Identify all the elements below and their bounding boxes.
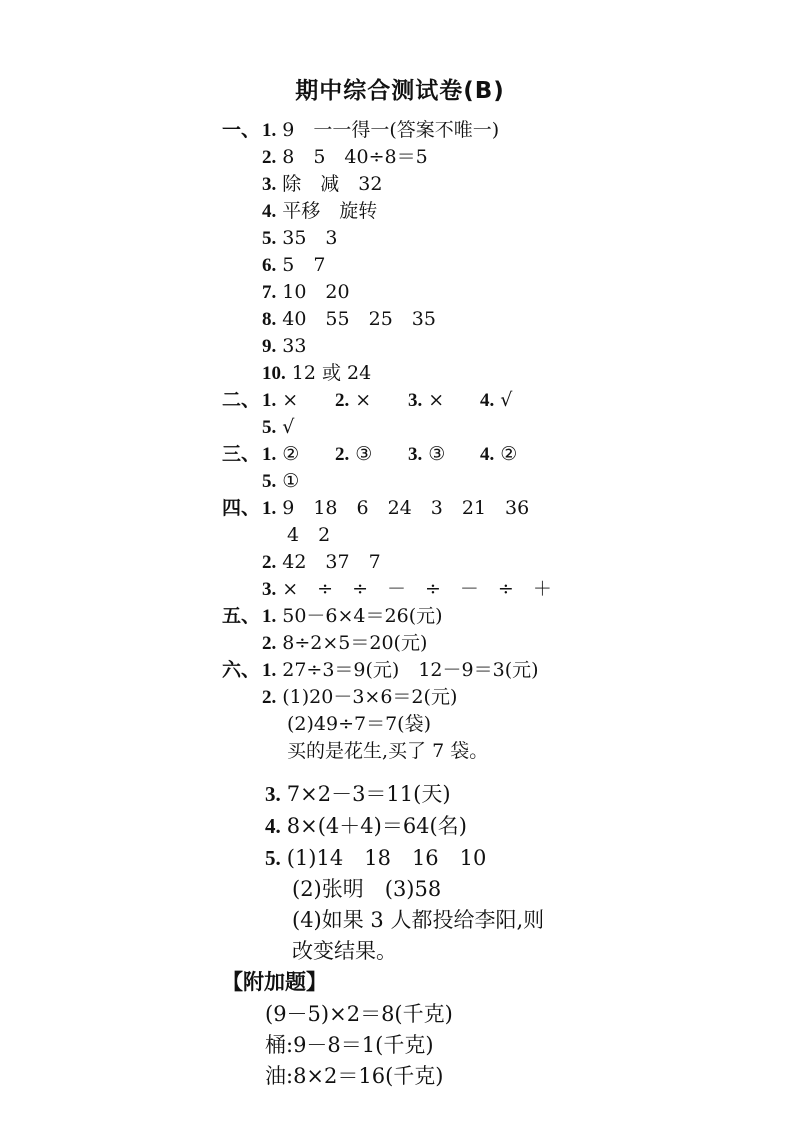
answer-text: 35 3: [282, 227, 338, 249]
item-number: 5.: [262, 471, 277, 492]
answer-1-8: [262, 307, 436, 332]
answer-3-2: [335, 442, 372, 467]
item-number: 3.: [408, 444, 423, 465]
answer-text: 40 55 25 35: [282, 308, 436, 330]
bonus-line-2: 桶:9－8＝1(千克): [265, 1033, 434, 1057]
item-number: 2.: [262, 687, 277, 708]
item-number: 7.: [262, 282, 277, 303]
answer-text: √: [500, 389, 513, 411]
answer-6-2: [262, 685, 457, 710]
answer-6-4: [265, 812, 467, 840]
answer-1-10: [262, 361, 371, 386]
item-number: 2.: [262, 147, 277, 168]
section-6-label: 六、: [222, 659, 261, 681]
answer-1-7: [262, 280, 350, 305]
answer-text: (1)20－3×6＝2(元): [282, 686, 458, 708]
item-number: 3.: [262, 174, 277, 195]
answer-6-5-cont-2: (4)如果 3 人都投给李阳,则: [292, 908, 545, 932]
item-number: 1.: [262, 444, 277, 465]
bonus-line-1: (9－5)×2＝8(千克): [265, 1002, 453, 1026]
item-number: 3.: [262, 579, 277, 600]
item-number: 5.: [265, 846, 281, 870]
answer-text: ②: [500, 443, 518, 465]
item-number: 1.: [262, 660, 277, 681]
answer-3-5: [262, 469, 299, 494]
answer-text: ×: [282, 389, 299, 411]
answer-4-1: [262, 496, 529, 521]
answer-2-2: [335, 388, 371, 413]
answer-text: 27÷3＝9(元) 12－9＝3(元): [282, 659, 539, 681]
section-4-label: 四、: [222, 497, 261, 519]
answer-6-5-cont-1: (2)张明 (3)58: [292, 877, 442, 901]
item-number: 10.: [262, 363, 286, 384]
answer-text: 除 减 32: [282, 173, 383, 195]
answer-2-1: [262, 388, 298, 413]
item-number: 6.: [262, 255, 277, 276]
item-number: 8.: [262, 309, 277, 330]
section-5-label: 五、: [222, 605, 261, 627]
item-number: 4.: [262, 201, 277, 222]
answer-1-5: [262, 226, 338, 251]
answer-text: (1)14 18 16 10: [286, 846, 487, 870]
answer-1-2: [262, 145, 428, 170]
answer-6-2-cont-2: 买的是花生,买了 7 袋。: [287, 740, 489, 762]
answer-text: 8÷2×5＝20(元): [282, 632, 428, 654]
answer-text: 5 7: [282, 254, 326, 276]
answer-text: ×: [428, 389, 445, 411]
answer-text: 7×2－3＝11(天): [286, 782, 451, 806]
answer-text: ③: [355, 443, 373, 465]
item-number: 1.: [262, 498, 277, 519]
answer-6-5-cont-3: 改变结果。: [292, 939, 397, 963]
item-number: 4.: [265, 814, 281, 838]
answer-1-9: [262, 334, 306, 359]
item-number: 2.: [335, 390, 350, 411]
answer-text: ②: [282, 443, 300, 465]
item-number: 2.: [335, 444, 350, 465]
item-number: 1.: [262, 606, 277, 627]
answer-text: √: [282, 416, 295, 438]
item-number: 9.: [262, 336, 277, 357]
answer-text: 9 18 6 24 3 21 36: [282, 497, 530, 519]
answer-text: ①: [282, 470, 300, 492]
answer-text: 8 5 40÷8＝5: [282, 146, 428, 168]
item-number: 5.: [262, 417, 277, 438]
answer-3-4: [480, 442, 517, 467]
page-title: 期中综合测试卷(B): [295, 78, 505, 104]
answer-2-5: [262, 415, 294, 440]
section-3-label: 三、: [222, 443, 261, 465]
item-number: 4.: [480, 444, 495, 465]
answer-text: 10 20: [282, 281, 350, 303]
answer-text: 平移 旋转: [282, 200, 378, 222]
answer-6-1: [262, 658, 539, 683]
item-number: 4.: [480, 390, 495, 411]
answer-4-1-cont: 4 2: [287, 524, 331, 546]
answer-2-3: [408, 388, 444, 413]
answer-1-3: [262, 172, 382, 197]
answer-5-2: [262, 631, 427, 656]
answer-text: 33: [282, 335, 307, 357]
answer-5-1: [262, 604, 443, 629]
answer-6-2-cont-1: (2)49÷7＝7(袋): [287, 713, 432, 735]
section-1-label: 一、: [222, 119, 261, 141]
bonus-line-3: 油:8×2＝16(千克): [265, 1064, 444, 1088]
answer-6-3: [265, 780, 451, 808]
answer-text: 50－6×4＝26(元): [282, 605, 443, 627]
answer-text: 8×(4＋4)＝64(名): [286, 814, 467, 838]
answer-2-4: [480, 388, 512, 413]
answer-text: 9 一一得一(答案不唯一): [282, 119, 500, 141]
answer-text: ③: [428, 443, 446, 465]
item-number: 1.: [262, 390, 277, 411]
answer-text: ×: [355, 389, 372, 411]
item-number: 3.: [265, 782, 281, 806]
answer-3-1: [262, 442, 299, 467]
item-number: 5.: [262, 228, 277, 249]
item-number: 3.: [408, 390, 423, 411]
item-number: 2.: [262, 633, 277, 654]
bonus-heading: 【附加题】: [222, 970, 327, 994]
answer-1-6: [262, 253, 325, 278]
answer-1-4: [262, 199, 377, 224]
section-2-label: 二、: [222, 389, 261, 411]
answer-6-5: [265, 844, 486, 872]
answer-1-1: [262, 118, 499, 143]
answer-3-3: [408, 442, 445, 467]
answer-4-3: [262, 577, 552, 602]
answer-text: × ÷ ÷ － ÷ － ÷ ＋: [282, 578, 552, 600]
answer-text: 42 37 7: [282, 551, 381, 573]
item-number: 1.: [262, 120, 277, 141]
answer-text: 12 或 24: [291, 362, 372, 384]
item-number: 2.: [262, 552, 277, 573]
answer-4-2: [262, 550, 381, 575]
